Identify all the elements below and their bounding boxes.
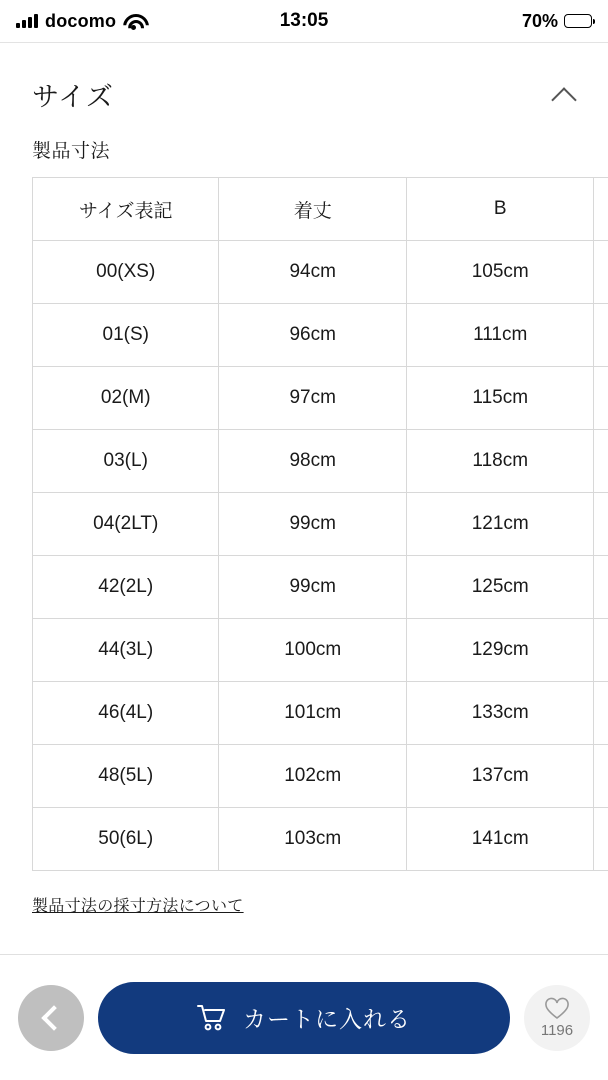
carrier-label: docomo [45, 10, 117, 31]
table-cell: 97cm [219, 367, 407, 430]
table-cell: 105cm [406, 241, 594, 304]
table-cell [594, 367, 608, 430]
add-to-cart-label: カートに入れる [243, 1006, 411, 1032]
table-cell: 101cm [219, 682, 407, 745]
favorite-count: 1196 [540, 1021, 574, 1039]
table-cell: 94cm [219, 241, 407, 304]
table-cell: 99cm [219, 493, 407, 556]
table-cell: 111cm [406, 304, 594, 367]
table-cell: 98cm [219, 430, 407, 493]
table-row [33, 430, 608, 493]
table-row [33, 619, 608, 682]
table-cell: 133cm [406, 682, 594, 745]
table-cell: 115cm [406, 367, 594, 430]
table-cell: 03(L) [33, 430, 219, 493]
table-cell: 102cm [219, 745, 407, 808]
table-cell: 99cm [219, 556, 407, 619]
table-cell: 141cm [406, 808, 594, 871]
table-cell: 100cm [219, 619, 407, 682]
battery-icon [564, 14, 592, 28]
table-cell [594, 241, 608, 304]
size-table [32, 177, 608, 871]
table-cell: 118cm [406, 430, 594, 493]
table-row [33, 493, 608, 556]
size-section [0, 42, 608, 954]
table-row [33, 745, 608, 808]
table-cell: 02(M) [33, 367, 219, 430]
table-cell: 46(4L) [33, 682, 219, 745]
table-header-cell: サイズ表記 [33, 178, 219, 241]
size-section-header[interactable] [0, 43, 608, 136]
table-row [33, 304, 608, 367]
status-bar [0, 0, 608, 42]
table-row [33, 682, 608, 745]
table-row [33, 556, 608, 619]
table-cell [594, 430, 608, 493]
table-cell: 96cm [219, 304, 407, 367]
page-title: サイズ [32, 82, 114, 112]
table-cell: 137cm [406, 745, 594, 808]
table-row [33, 241, 608, 304]
battery-percent-label: 70% [521, 10, 558, 31]
table-cell [594, 808, 608, 871]
table-cell [594, 493, 608, 556]
chevron-left-icon [41, 1005, 66, 1030]
table-cell [594, 619, 608, 682]
table-cell: 103cm [219, 808, 407, 871]
table-cell: 50(6L) [33, 808, 219, 871]
table-cell: 48(5L) [33, 745, 219, 808]
table-cell: 121cm [406, 493, 594, 556]
table-header-cell: B [406, 178, 594, 241]
back-button[interactable] [18, 985, 84, 1051]
table-cell: 125cm [406, 556, 594, 619]
add-to-cart-button[interactable] [98, 982, 510, 1054]
table-cell: 42(2L) [33, 556, 219, 619]
table-header-cell [594, 178, 608, 241]
shopping-cart-icon [197, 1004, 227, 1032]
bottom-action-bar [0, 954, 608, 1080]
status-clock: 13:05 [279, 10, 329, 31]
table-cell: 129cm [406, 619, 594, 682]
table-header-row [33, 178, 608, 241]
table-row [33, 808, 608, 871]
table-header-cell: 着丈 [219, 178, 407, 241]
table-cell: 04(2LT) [33, 493, 219, 556]
table-cell [594, 745, 608, 808]
table-cell [594, 556, 608, 619]
favorite-button[interactable] [524, 985, 590, 1051]
measurement-method-link[interactable]: 製品寸法の採寸方法について [32, 898, 244, 915]
chevron-up-icon[interactable] [552, 82, 578, 108]
product-dimensions-label: 製品寸法 [32, 141, 111, 162]
table-row [33, 367, 608, 430]
table-cell [594, 304, 608, 367]
table-cell: 44(3L) [33, 619, 219, 682]
heart-icon [544, 997, 570, 1021]
table-cell: 01(S) [33, 304, 219, 367]
table-cell [594, 682, 608, 745]
size-table-scroller[interactable] [0, 177, 608, 871]
table-cell: 00(XS) [33, 241, 219, 304]
